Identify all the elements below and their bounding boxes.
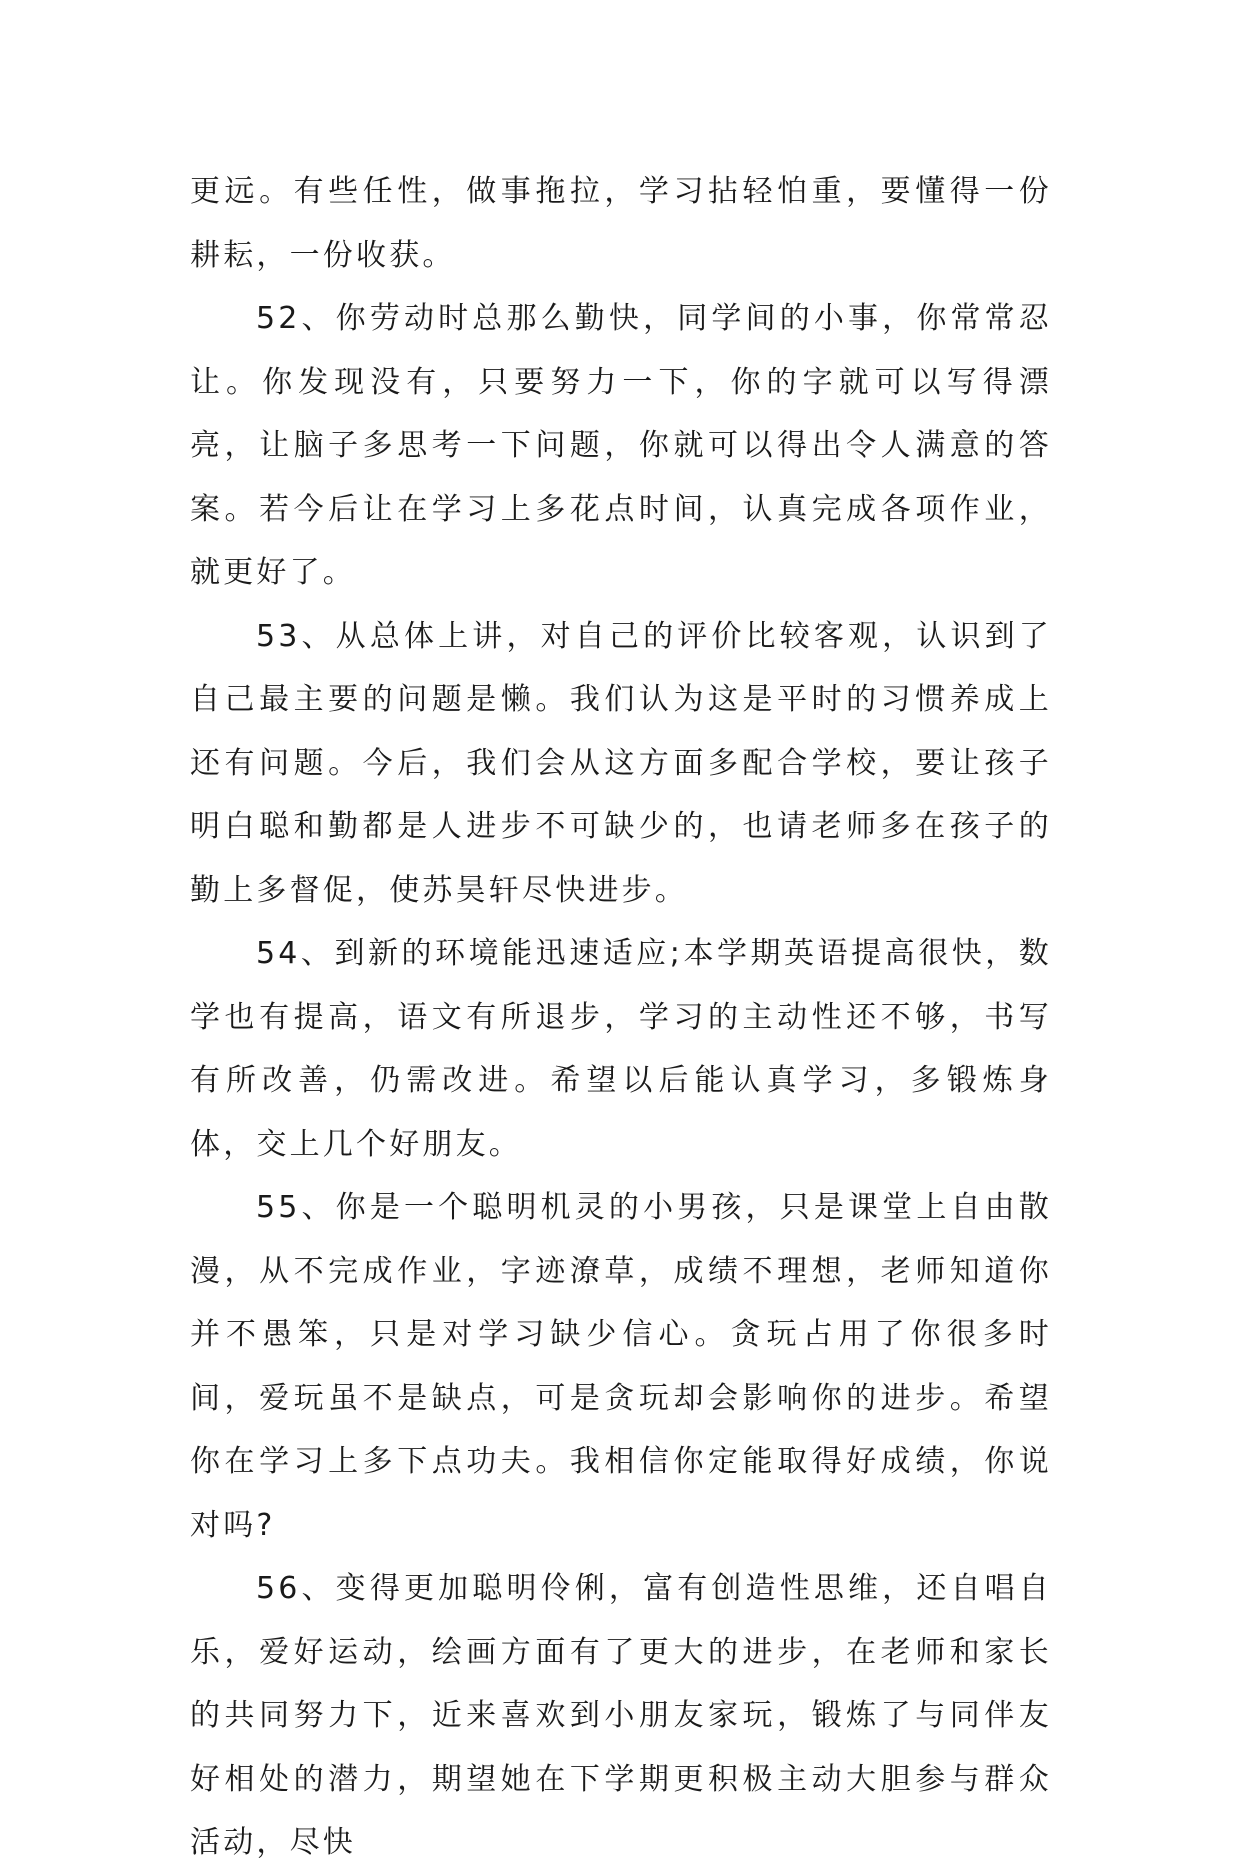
paragraph-54: 54、到新的环境能迅速适应;本学期英语提高很快，数学也有提高，语文有所退步，学习的主动性还不够，书写有所改善，仍需改进。希望以后能认真学习，多锻炼身体，交上几个好朋友。 [190, 936, 1052, 1162]
paragraph-52: 52、你劳动时总那么勤快，同学间的小事，你常常忍让。你发现没有，只要努力一下，你的字就可以写得漂亮，让脑子多思考一下问题，你就可以得出令人满意的答案。若今后让在学习上多花点时间，认真完成各项作业，就更好了。 [190, 301, 1052, 590]
paragraph-55: 55、你是一个聪明机灵的小男孩，只是课堂上自由散漫，从不完成作业，字迹潦草，成绩不理想，老师知道你并不愚笨，只是对学习缺少信心。贪玩占用了你很多时间，爱玩虽不是缺点，可是贪玩却会影响你的进步。希望你在学习上多下点功夫。我相信你定能取得好成绩，你说对吗? [190, 1190, 1052, 1543]
paragraph-56: 56、变得更加聪明伶俐，富有创造性思维，还自唱自乐，爱好运动，绘画方面有了更大的进步，在老师和家长的共同努力下，近来喜欢到小朋友家玩，锻炼了与同伴友好相处的潜力，期望她在下学期更积极主动大胆参与群众活动，尽快 [190, 1571, 1052, 1860]
document-body [190, 160, 1052, 1875]
paragraph-53: 53、从总体上讲，对自己的评价比较客观，认识到了自己最主要的问题是懒。我们认为这是平时的习惯养成上还有问题。今后，我们会从这方面多配合学校，要让孩子明白聪和勤都是人进步不可缺少的，也请老师多在孩子的勤上多督促，使苏昊轩尽快进步。 [190, 618, 1052, 908]
paragraph-51-continuation: 更远。有些任性，做事拖拉，学习拈轻怕重，要懂得一份耕耘，一份收获。 [190, 174, 1052, 273]
